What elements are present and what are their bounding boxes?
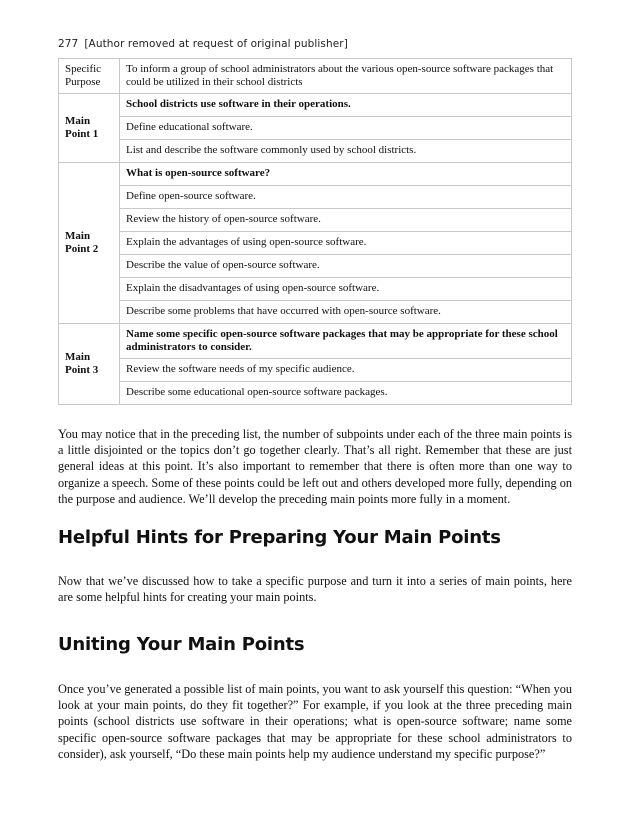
table-row — [59, 382, 572, 405]
table-row — [59, 359, 572, 382]
page-number: 277 — [58, 38, 79, 50]
table-row — [59, 94, 572, 117]
paragraph-subpoints-note: You may notice that in the preceding list, the number of subpoints under each of the three main points is a little disjointed or the topics don’t go together clearly. That’s all right. Remember that these are just general ideas at this point. It’s also important to remember that there is often more than one way to organize a speech. Some of these points could be left out and others developed more fully, depending on the purpose and audience. We’ll develop the preceding main points more fully in a moment. — [58, 427, 572, 506]
table-row — [59, 209, 572, 232]
specific-purpose-text: To inform a group of school administrators about the various open-source software packages that could be utilized in their school districts — [120, 59, 572, 94]
table-row — [59, 117, 572, 140]
heading-helpful-hints: Helpful Hints for Preparing Your Main Points — [58, 527, 501, 548]
subpoint: Describe the value of open-source software. — [120, 255, 572, 278]
heading-uniting-main-points: Uniting Your Main Points — [58, 634, 305, 655]
main-point-3-label: Main Point 3 — [59, 324, 120, 405]
subpoint: Explain the advantages of using open-source software. — [120, 232, 572, 255]
table-row — [59, 186, 572, 209]
main-point-1-title: School districts use software in their operations. — [120, 94, 572, 117]
specific-purpose-label: Specific Purpose — [59, 59, 120, 94]
subpoint: Review the software needs of my specific audience. — [120, 359, 572, 382]
speech-outline-table — [58, 58, 572, 405]
subpoint: List and describe the software commonly used by school districts. — [120, 140, 572, 163]
main-point-1-label: Main Point 1 — [59, 94, 120, 163]
table-row — [59, 255, 572, 278]
main-point-2-label: Main Point 2 — [59, 163, 120, 324]
subpoint: Describe some educational open-source software packages. — [120, 382, 572, 405]
page-header — [58, 38, 354, 50]
paragraph-helpful-hints: Now that we’ve discussed how to take a specific purpose and turn it into a series of main points, here are some helpful hints for creating your main points. — [58, 574, 572, 605]
table-row — [59, 140, 572, 163]
paragraph-uniting-main-points: Once you’ve generated a possible list of main points, you want to ask yourself this question: “When you look at your main points, do they fit together?” For example, if you look at the three preceding main points (school districts use software in their operations; what is open-source software; name some specific open-source software packages that may be appropriate for these school administrators to consider), ask yourself, “Do these main points help my audience understand my specific purpose?” — [58, 682, 572, 761]
subpoint: Describe some problems that have occurred with open-source software. — [120, 301, 572, 324]
main-point-2-title: What is open-source software? — [120, 163, 572, 186]
table-row — [59, 301, 572, 324]
table-row — [59, 278, 572, 301]
main-point-3-title: Name some specific open-source software packages that may be appropriate for these school administrators to consider. — [120, 324, 572, 359]
author-note: [Author removed at request of original publisher] — [84, 38, 348, 50]
subpoint: Define educational software. — [120, 117, 572, 140]
table-row — [59, 232, 572, 255]
subpoint: Define open-source software. — [120, 186, 572, 209]
table-row — [59, 163, 572, 186]
table-row — [59, 324, 572, 359]
subpoint: Review the history of open-source software. — [120, 209, 572, 232]
subpoint: Explain the disadvantages of using open-source software. — [120, 278, 572, 301]
table-row — [59, 59, 572, 94]
